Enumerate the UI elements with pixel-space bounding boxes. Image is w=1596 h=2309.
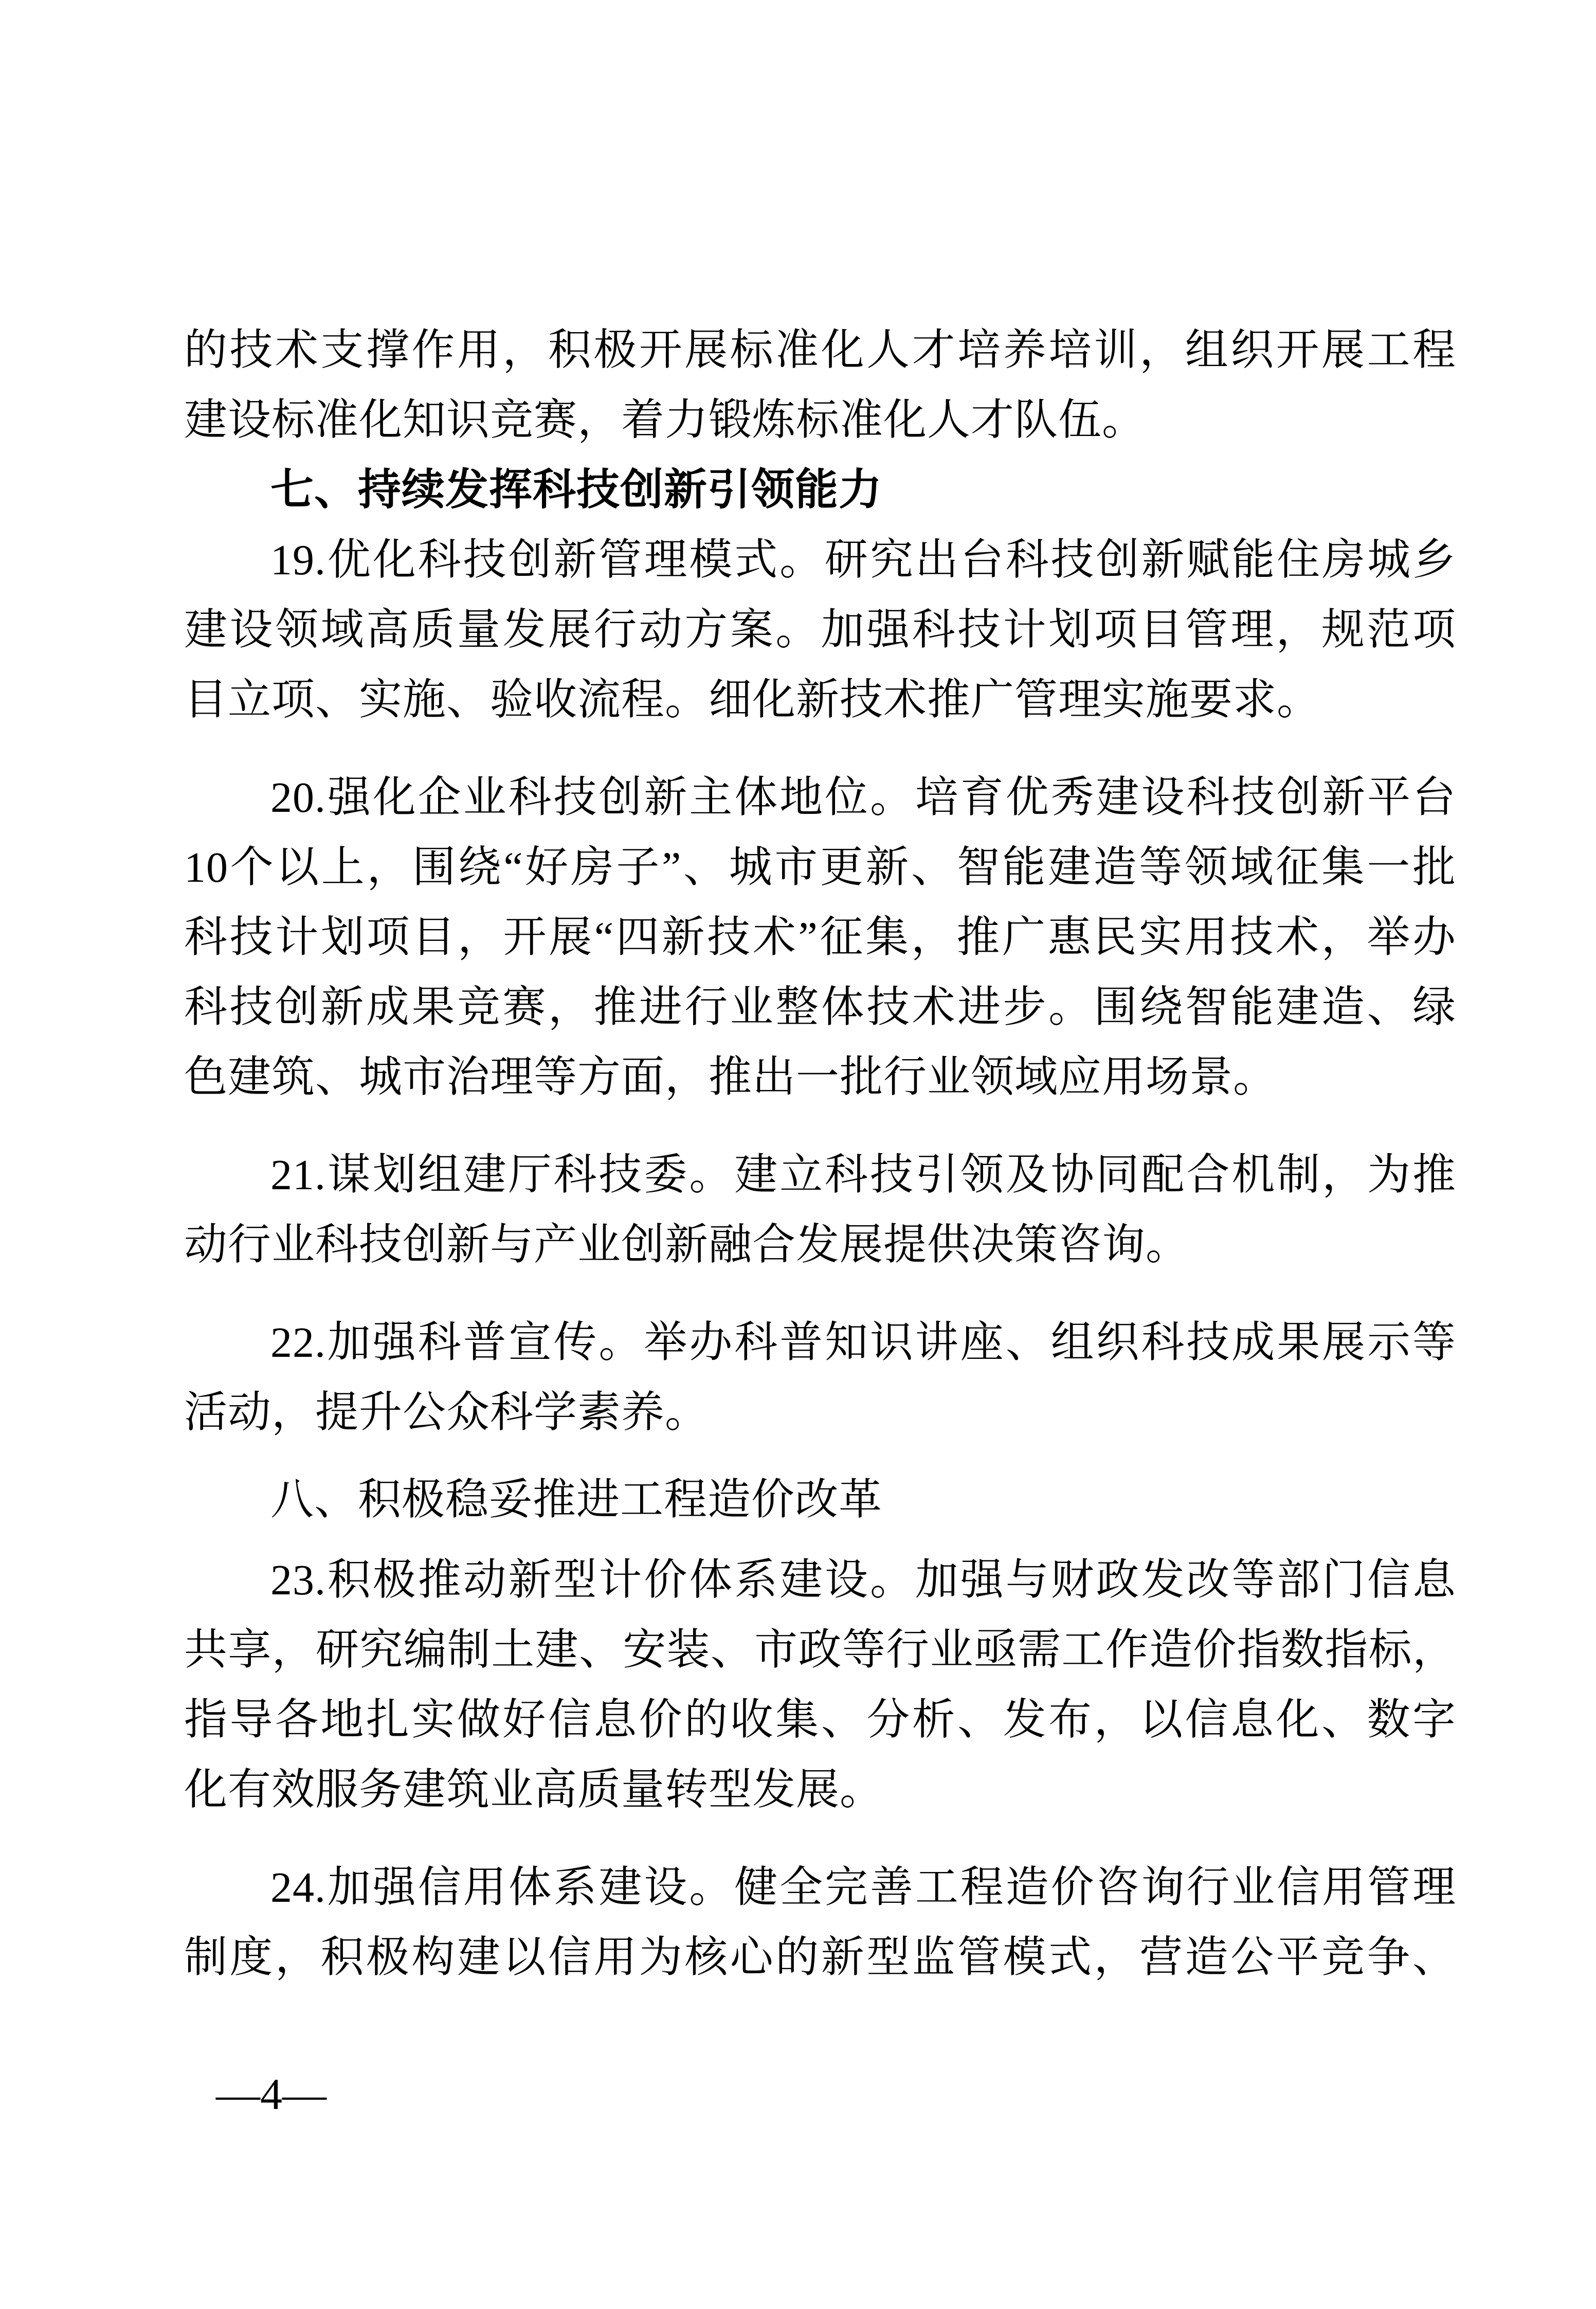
body-line: 19.优化科技创新管理模式。研究出台科技创新赋能住房城乡: [270, 536, 1456, 584]
paragraph-20: [184, 763, 1456, 1113]
body-line: 22.加强科普宣传。举办科普知识讲座、组织科技成果展示等: [270, 1319, 1456, 1367]
body-line: 化有效服务建筑业高质量转型发展。: [184, 1766, 884, 1814]
page-number: —4—: [216, 2069, 327, 2119]
body-line: 21.谋划组建厅科技委。建立科技引领及协同配合机制，为推: [270, 1151, 1456, 1199]
document-body: [184, 316, 1456, 1993]
section-heading-8: [184, 1465, 1456, 1535]
body-line: 制度，积极构建以信用为核心的新型监管模式，营造公平竞争、: [184, 1934, 1456, 1981]
body-line: 活动，提升公众科学素养。: [184, 1389, 709, 1437]
body-line: 24.加强信用体系建设。健全完善工程造价咨询行业信用管理: [270, 1864, 1456, 1912]
body-line: 23.积极推动新型计价体系建设。加强与财政发改等部门信息: [270, 1556, 1456, 1604]
paragraph-24: [184, 1853, 1456, 1993]
body-line: 目立项、实施、验收流程。细化新技术推广管理实施要求。: [184, 676, 1321, 724]
body-line: 10个以上，围绕“好房子”、城市更新、智能建造等领域征集一批: [184, 844, 1456, 892]
body-line: 共享，研究编制土建、安装、市政等行业亟需工作造价指数指标，: [184, 1626, 1456, 1674]
paragraph-19: [184, 525, 1456, 735]
body-line: 20.强化企业科技创新主体地位。培育优秀建设科技创新平台: [270, 774, 1456, 822]
paragraph-22: [184, 1308, 1456, 1448]
body-line: 的技术支撑作用，积极开展标准化人才培养培训，组织开展工程: [184, 326, 1456, 374]
paragraph-23: [184, 1546, 1456, 1825]
body-line: 建设标准化知识竞赛，着力锻炼标准化人才队伍。: [184, 396, 1146, 444]
body-line: 科技计划项目，开展“四新技术”征集，推广惠民实用技术，举办: [184, 914, 1456, 961]
paragraph-21: [184, 1140, 1456, 1280]
body-line: 动行业科技创新与产业创新融合发展提供决策咨询。: [184, 1221, 1190, 1269]
paragraph-continuation: [184, 316, 1456, 456]
body-line: 指导各地扎实做好信息价的收集、分析、发布，以信息化、数字: [184, 1696, 1456, 1744]
section-heading: 八、积极稳妥推进工程造价改革: [270, 1476, 883, 1524]
body-line: 建设领域高质量发展行动方案。加强科技计划项目管理，规范项: [184, 606, 1456, 654]
body-line: 科技创新成果竞赛，推进行业整体技术进步。围绕智能建造、绿: [184, 984, 1456, 1031]
section-heading-7: [184, 456, 1456, 525]
page-footer: [216, 2066, 327, 2122]
body-line: 色建筑、城市治理等方面，推出一批行业领域应用场景。: [184, 1053, 1277, 1101]
section-heading: 七、持续发挥科技创新引领能力: [270, 466, 883, 514]
